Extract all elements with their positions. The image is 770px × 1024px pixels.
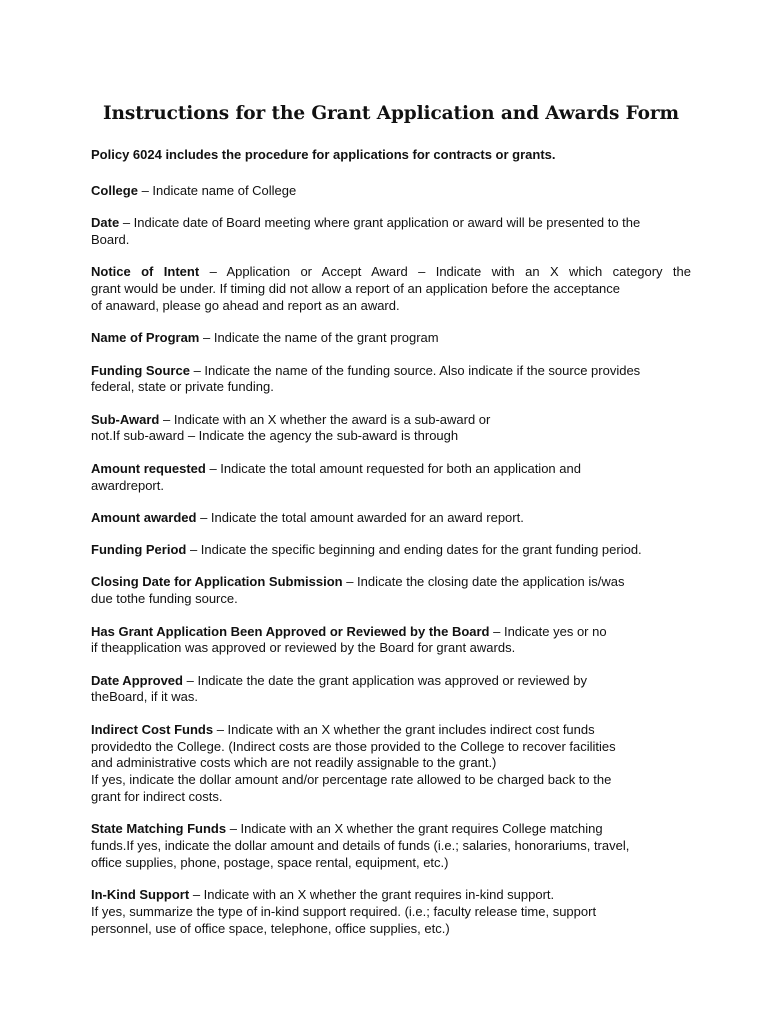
instruction-description: federal, state or private funding. (91, 379, 274, 395)
instruction-description: If yes, indicate the dollar amount and/or percentage rate allowed to be charged back to the (91, 772, 612, 788)
document-title: Instructions for the Grant Application and Awards Form (103, 103, 679, 124)
instruction-line (91, 574, 691, 591)
instruction-entry (91, 722, 691, 806)
instruction-description: grant for indirect costs. (91, 788, 223, 804)
instruction-description: – Indicate with an X whether the grant requires College matching (229, 821, 603, 837)
instruction-description: not.If sub-award – Indicate the agency the sub-award is through (91, 428, 459, 444)
instruction-description: if theapplication was approved or reviewed by the Board for grant awards. (91, 640, 516, 656)
instruction-description: – Indicate name of College (141, 183, 297, 198)
instruction-description: – Indicate the total amount awarded for an award report. (200, 509, 524, 525)
instruction-term: Amount awarded (91, 509, 197, 525)
instruction-line (91, 428, 691, 445)
instruction-description: and administrative costs which are not readily assignable to the grant.) (91, 755, 497, 771)
instruction-description: – Indicate with an X whether the grant includes indirect cost funds (216, 721, 595, 737)
instruction-line (91, 461, 691, 478)
instruction-entry (91, 673, 691, 707)
instruction-description: personnel, use of office space, telephone, office supplies, etc.) (91, 920, 450, 936)
instruction-entry (91, 510, 691, 527)
instruction-line (91, 412, 691, 429)
instruction-description: – Indicate yes or no (493, 623, 607, 639)
instruction-line (91, 542, 691, 559)
instruction-term: Name of Program (91, 330, 200, 346)
instruction-term: Amount requested (91, 460, 206, 476)
instruction-description: awardreport. (91, 477, 164, 493)
instruction-line (91, 330, 691, 347)
instruction-description: If yes, summarize the type of in-kind support required. (i.e.; faculty release time, support (91, 903, 597, 919)
instruction-entry (91, 574, 691, 608)
instruction-line (91, 591, 691, 608)
instruction-term: Closing Date for Application Submission (91, 574, 343, 590)
instruction-entry (91, 887, 691, 937)
instruction-description: – Indicate the name of the grant program (203, 330, 439, 346)
instruction-line (91, 772, 691, 789)
instruction-line (91, 887, 691, 904)
instruction-description: theBoard, if it was. (91, 689, 198, 705)
instruction-entry (91, 542, 691, 559)
instruction-term: Sub-Award (91, 411, 160, 427)
instruction-term: Funding Period (91, 542, 187, 558)
instruction-entry (91, 215, 691, 249)
instruction-entry (91, 412, 691, 446)
instruction-line (91, 739, 691, 756)
instruction-description: providedto the College. (Indirect costs are those provided to the College to recover facilities (91, 738, 616, 754)
instruction-term: Notice of Intent (91, 264, 200, 280)
instruction-line (91, 478, 691, 495)
instruction-entry (91, 821, 691, 871)
instruction-line (91, 298, 691, 315)
instruction-line (91, 722, 691, 739)
instruction-term: State Matching Funds (91, 821, 227, 837)
instruction-line (91, 640, 691, 657)
instruction-line (91, 921, 691, 938)
instruction-term: In-Kind Support (91, 887, 190, 903)
instruction-description: due tothe funding source. (91, 591, 238, 607)
instruction-description: – Indicate with an X whether the grant requires in-kind support. (192, 887, 555, 903)
policy-intro: Policy 6024 includes the procedure for applications for contracts or grants. (91, 147, 556, 162)
instruction-line (91, 232, 691, 249)
instruction-line (91, 281, 691, 298)
instruction-line (91, 789, 691, 806)
instruction-line (91, 904, 691, 921)
instruction-entry (91, 264, 691, 314)
instruction-line (91, 510, 691, 527)
instruction-line (91, 215, 691, 232)
instruction-line (91, 855, 691, 872)
instruction-line (91, 673, 691, 690)
instruction-description: of anaward, please go ahead and report as an award. (91, 297, 400, 313)
instruction-term: Indirect Cost Funds (91, 721, 214, 737)
instruction-term: Date (91, 215, 120, 231)
document-page (91, 103, 691, 953)
instruction-description: – Indicate the name of the funding source. Also indicate if the source provides (193, 362, 641, 378)
instruction-line (91, 363, 691, 380)
instruction-description: – Application or Accept Award – Indicate with an X which category the (209, 264, 691, 280)
instruction-term: Date Approved (91, 672, 183, 688)
instruction-line (91, 838, 691, 855)
instruction-description: Board. (91, 232, 130, 248)
instruction-line (91, 264, 691, 281)
instruction-description: grant would be under. If timing did not allow a report of an application before the acceptance (91, 281, 621, 297)
instruction-description: – Indicate the specific beginning and ending dates for the grant funding period. (189, 542, 642, 558)
instruction-line (91, 755, 691, 772)
instruction-line (91, 821, 691, 838)
instruction-line (91, 689, 691, 706)
instruction-line (91, 624, 691, 641)
instruction-line (91, 183, 691, 200)
instruction-entry (91, 183, 691, 200)
instruction-description: – Indicate with an X whether the award is a sub-award or (163, 411, 491, 427)
instruction-list (91, 183, 691, 938)
instruction-description: – Indicate the closing date the application is/was (346, 574, 625, 590)
instruction-line (91, 379, 691, 396)
instruction-entry (91, 624, 691, 658)
instruction-description: – Indicate the date the grant application was approved or reviewed by (186, 672, 587, 688)
instruction-description: office supplies, phone, postage, space rental, equipment, etc.) (91, 854, 449, 870)
instruction-term: College (91, 183, 138, 198)
instruction-term: Has Grant Application Been Approved or Reviewed by the Board (91, 623, 490, 639)
instruction-entry (91, 461, 691, 495)
instruction-entry (91, 363, 691, 397)
instruction-description: – Indicate the total amount requested for both an application and (209, 460, 581, 476)
instruction-term: Funding Source (91, 362, 190, 378)
instruction-entry (91, 330, 691, 347)
instruction-description: – Indicate date of Board meeting where grant application or award will be presented to the (122, 215, 641, 231)
instruction-description: funds.If yes, indicate the dollar amount and details of funds (i.e.; salaries, honorariums, travel, (91, 838, 630, 854)
